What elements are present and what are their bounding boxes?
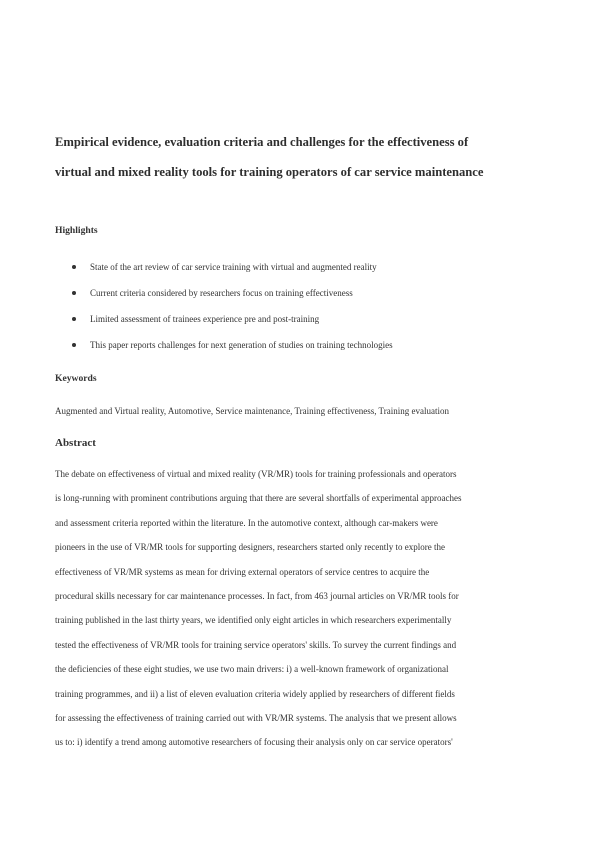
highlight-item (70, 286, 550, 312)
abstract-line: and assessment criteria reported within the literature. In the automotive context, although car-makers were (55, 517, 438, 528)
bullet-icon (72, 317, 76, 321)
highlight-item (70, 260, 550, 286)
keywords-heading: Keywords (55, 373, 97, 384)
highlights-list (70, 260, 550, 364)
keywords-text: Augmented and Virtual reality, Automotive, Service maintenance, Training effectiveness, Training evaluation (55, 406, 449, 416)
abstract-line: training programmes, and ii) a list of eleven evaluation criteria widely applied by researchers of different fields (55, 688, 455, 699)
title-line: Empirical evidence, evaluation criteria and challenges for the effectiveness of (55, 135, 469, 149)
highlight-text: State of the art review of car service training with virtual and augmented reality (90, 262, 377, 272)
abstract-line: for assessing the effectiveness of training carried out with VR/MR systems. The analysis that we present allows (55, 713, 457, 724)
highlight-item (70, 338, 550, 364)
paper-title (55, 127, 565, 187)
abstract-line: training published in the last thirty years, we identified only eight articles in which researchers experimentally (55, 615, 452, 626)
highlight-text: Limited assessment of trainees experience pre and post-training (90, 314, 320, 324)
bullet-icon (72, 343, 76, 347)
abstract-line: us to: i) identify a trend among automotive researchers of focusing their analysis only on car service operators' (55, 737, 453, 748)
abstract-line: effectiveness of VR/MR systems as mean for driving external operators of service centres to acquire the (55, 566, 430, 577)
title-line: virtual and mixed reality tools for training operators of car service maintenance (55, 165, 484, 179)
bullet-icon (72, 291, 76, 295)
abstract-line: pioneers in the use of VR/MR tools for supporting designers, researchers started only recently to explore the (55, 542, 445, 553)
highlight-text: Current criteria considered by researchers focus on training effectiveness (90, 288, 353, 298)
abstract-heading: Abstract (55, 437, 96, 449)
highlight-item (70, 312, 550, 338)
highlights-heading: Highlights (55, 225, 98, 236)
highlight-text: This paper reports challenges for next generation of studies on training technologies (90, 340, 393, 350)
abstract-line: The debate on effectiveness of virtual and mixed reality (VR/MR) tools for training professionals and operators (55, 469, 457, 479)
abstract-line: procedural skills necessary for car maintenance processes. In fact, from 463 journal articles on VR/MR tools for (55, 591, 459, 602)
abstract-line: the deficiencies of these eight studies, we use two main drivers: i) a well-known framework of organizational (55, 664, 449, 675)
abstract-line: is long-running with prominent contributions arguing that there are several shortfalls of experimental approaches (55, 493, 462, 504)
bullet-icon (72, 265, 76, 269)
abstract-line: tested the effectiveness of VR/MR tools for training service operators' skills. To survey the current findings and (55, 639, 457, 650)
abstract-body (55, 462, 555, 755)
